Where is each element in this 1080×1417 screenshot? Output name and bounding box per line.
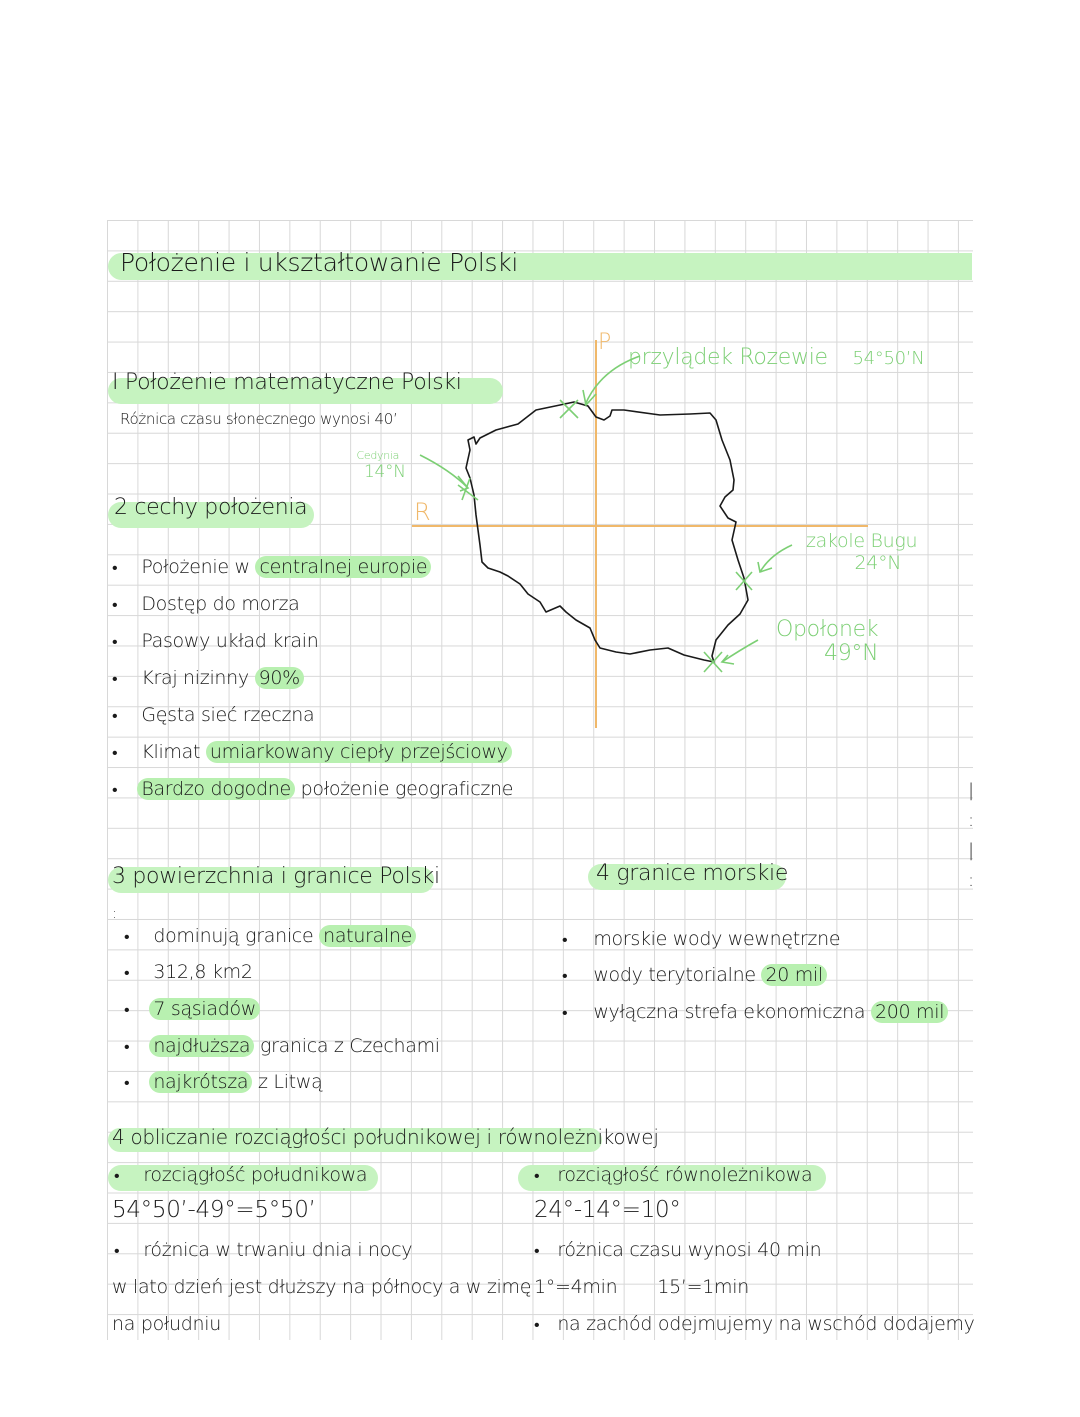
- list-item: • 7 sąsiadów: [124, 998, 260, 1020]
- axis-label-p: P: [598, 330, 612, 355]
- list-item: • Klimat umiarkowany ciepły przejściowy: [112, 741, 512, 763]
- left-line1: w lato dzień jest dłuższy na północy a w zimę: [112, 1276, 532, 1298]
- list-item: • Dostęp do morza: [112, 593, 300, 615]
- label-cedynia-name: Cedynia: [356, 449, 400, 462]
- left-line2: na południu: [112, 1313, 221, 1335]
- section3-heading: 3 powierzchnia i granice Polski: [112, 864, 440, 889]
- label-rozewie-name: przylądek Rozewie: [628, 345, 828, 370]
- label-bug-coord: 24°N: [854, 552, 902, 574]
- right-bullet: • różnica czasu wynosi 40 min: [534, 1239, 822, 1261]
- section1-heading: I Położenie matematyczne Polski: [112, 370, 462, 395]
- label-rozewie-coord: 54°50’N: [852, 348, 925, 369]
- list-item: • Gęsta sieć rzeczna: [112, 704, 315, 726]
- left-subheading: • rozciągłość południkowa: [114, 1164, 368, 1186]
- label-cedynia-coord: 14°N: [364, 462, 406, 482]
- list-item: • Kraj nizinny 90%: [112, 667, 304, 689]
- label-bug-name: zakole Bugu: [806, 530, 918, 552]
- list-item: • Bardzo dogodne położenie geograficzne: [112, 778, 514, 800]
- edge-marks: | : | :: [968, 780, 974, 891]
- label-cedynia: [350, 448, 406, 480]
- label-opolonek-name: Opołonek: [776, 617, 879, 642]
- section4a-heading: 4 granice morskie: [596, 861, 789, 886]
- right-formula: 24°-14°=10°: [534, 1197, 681, 1223]
- list-item: • morskie wody wewnętrzne: [562, 928, 841, 950]
- label-opolonek: [776, 618, 878, 666]
- list-item: • Położenie w centralnej europie: [112, 556, 431, 578]
- list-item: • wyłączna strefa ekonomiczna 200 mil: [562, 1001, 948, 1023]
- list-item: • najkrótsza z Litwą: [124, 1071, 323, 1093]
- section4b-heading: 4 obliczanie rozciągłości południkowej i równoleżnikowej: [112, 1125, 659, 1149]
- section2-heading: 2 cechy położenia: [114, 495, 308, 520]
- right-conversions: 1°=4min 15’=1min: [534, 1276, 749, 1298]
- left-bullet: • różnica w trwaniu dnia i nocy: [114, 1239, 413, 1261]
- label-opolonek-coord: 49°N: [824, 641, 879, 666]
- section1-note: Różnica czasu słonecznego wynosi 40’: [120, 410, 398, 428]
- poland-outline: [466, 402, 748, 662]
- label-bug: [806, 530, 917, 574]
- right-subheading: • rozciągłość równoleżnikowa: [534, 1164, 813, 1186]
- right-bullet2: • na zachód odejmujemy na wschód dodajemy: [534, 1313, 975, 1335]
- colon-mark: :: [112, 906, 117, 922]
- axis-label-r: R: [414, 498, 431, 526]
- label-rozewie: [628, 345, 924, 370]
- list-item: • wody terytorialne 20 mil: [562, 964, 827, 986]
- left-formula: 54°50’-49°=5°50’: [112, 1197, 316, 1223]
- list-item: • najdłuższa granica z Czechami: [124, 1035, 440, 1057]
- list-item: • dominują granice naturalne: [124, 925, 416, 947]
- list-item: • Pasowy układ krain: [112, 630, 319, 652]
- page-title: Położenie i ukształtowanie Polski: [120, 248, 519, 277]
- list-item: • 312,8 km2: [124, 961, 253, 983]
